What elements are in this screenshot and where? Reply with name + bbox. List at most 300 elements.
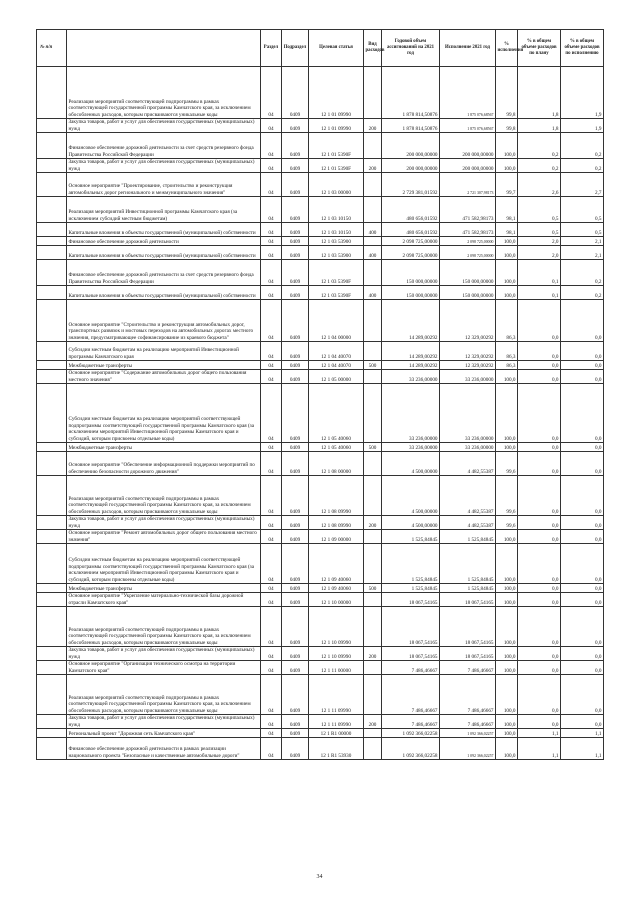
- row-name-cell: Финансовое обеспечение дорожной деятельности за счет средств резервного фонда Правительства Российской Федерации: [67, 260, 261, 286]
- row-share-exec-cell: 0,0: [561, 384, 604, 443]
- row-share-exec-cell: 0,2: [561, 133, 604, 159]
- row-name-cell: Основное мероприятие "Проектирование, строительство и реконструкция автомобильных дорог регионального и межмуниципального значения": [67, 173, 261, 197]
- row-subsection-cell: 0409: [282, 647, 309, 661]
- row-executed-cell: 12 329,00292: [440, 300, 496, 342]
- row-num-cell: [37, 133, 67, 159]
- row-expense-type-cell: 400: [364, 246, 382, 260]
- table-row: [37, 443, 604, 452]
- row-name-cell: Закупка товаров, работ и услуг для обеспечения государственных (муниципальных) нужд: [67, 119, 261, 133]
- row-section-cell: 04: [261, 361, 282, 370]
- row-target-cell: 12 1 11 09990: [309, 715, 364, 729]
- row-share-plan-cell: 0,0: [518, 476, 561, 516]
- row-share-exec-cell: 0,0: [561, 584, 604, 593]
- row-section-cell: 04: [261, 584, 282, 593]
- row-share-plan-cell: 0,2: [518, 133, 561, 159]
- row-subsection-cell: 0409: [282, 593, 309, 607]
- row-annual-cell: 1 525,84845: [382, 584, 440, 593]
- row-annual-cell: 4 500,00000: [382, 452, 440, 476]
- row-section-cell: 04: [261, 452, 282, 476]
- row-subsection-cell: 0409: [282, 607, 309, 647]
- row-share-exec-cell: 0,0: [561, 530, 604, 544]
- table-header-row: [37, 30, 604, 67]
- row-target-cell: 12 1 10 09990: [309, 607, 364, 647]
- table-row: [37, 516, 604, 530]
- header-share-plan: % в общем объеме расходов по плану: [518, 30, 561, 67]
- row-share-exec-cell: 0,0: [561, 370, 604, 384]
- row-num-cell: [37, 675, 67, 715]
- table-row: [37, 133, 604, 159]
- row-target-cell: 12 1 01 09990: [309, 67, 364, 119]
- row-target-cell: 12 1 R1 53930: [309, 738, 364, 760]
- row-expense-type-cell: [364, 544, 382, 584]
- header-executed: Исполнение 2021 год: [440, 30, 496, 67]
- row-name-cell: Финансовое обеспечение дорожной деятельности за счет средств резервного фонда Правительства Российской Федерации: [67, 133, 261, 159]
- row-executed-cell: 18 067,54165: [440, 647, 496, 661]
- row-name-cell: Капитальные вложения в объекты государственной (муниципальной) собственности: [67, 223, 261, 237]
- row-share-exec-cell: 0,0: [561, 593, 604, 607]
- row-num-cell: [37, 159, 67, 173]
- row-name-cell: Закупка товаров, работ и услуг для обеспечения государственных (муниципальных) нужд: [67, 715, 261, 729]
- row-share-plan-cell: 0,0: [518, 300, 561, 342]
- row-share-plan-cell: 0,0: [518, 443, 561, 452]
- row-share-plan-cell: 0,0: [518, 530, 561, 544]
- row-num-cell: [37, 223, 67, 237]
- row-target-cell: 12 1 03 53900: [309, 246, 364, 260]
- row-name-cell: Капитальные вложения в объекты государственной (муниципальной) собственности: [67, 246, 261, 260]
- row-target-cell: 12 1 10 09990: [309, 647, 364, 661]
- row-executed-cell: 1 525,84845: [440, 530, 496, 544]
- row-subsection-cell: 0409: [282, 370, 309, 384]
- table-row: [37, 452, 604, 476]
- header-num: № п/п: [37, 30, 67, 67]
- row-executed-cell: 33 236,00000: [440, 443, 496, 452]
- row-section-cell: 04: [261, 661, 282, 675]
- row-executed-cell: 200 000,00000: [440, 133, 496, 159]
- row-num-cell: [37, 246, 67, 260]
- row-expense-type-cell: [364, 197, 382, 223]
- row-expense-type-cell: 400: [364, 286, 382, 300]
- row-share-exec-cell: 0,0: [561, 675, 604, 715]
- row-section-cell: 04: [261, 119, 282, 133]
- row-name-cell: Субсидии местным бюджетам на реализацию мероприятий соответствующей подпрограммы соответствующей государственной программы Камчатского края (за исключением мероприятий Инвестиционной программы Камчатского края и субсидий, которым присвоены отдельные коды): [67, 544, 261, 584]
- table-row: [37, 246, 604, 260]
- row-share-plan-cell: 1,8: [518, 67, 561, 119]
- table-row: [37, 119, 604, 133]
- row-executed-cell: 2 098 725,00000: [440, 237, 496, 246]
- row-share-plan-cell: 1,8: [518, 119, 561, 133]
- row-share-exec-cell: 0,0: [561, 647, 604, 661]
- row-expense-type-cell: 400: [364, 223, 382, 237]
- row-expense-type-cell: [364, 476, 382, 516]
- row-section-cell: 04: [261, 237, 282, 246]
- row-subsection-cell: 0409: [282, 300, 309, 342]
- row-annual-cell: 150 000,00000: [382, 286, 440, 300]
- budget-table: [36, 29, 604, 760]
- row-annual-cell: 18 067,54165: [382, 607, 440, 647]
- row-share-exec-cell: 0,0: [561, 452, 604, 476]
- row-expense-type-cell: [364, 300, 382, 342]
- row-section-cell: 04: [261, 159, 282, 173]
- row-share-plan-cell: 0,0: [518, 452, 561, 476]
- row-num-cell: [37, 530, 67, 544]
- row-section-cell: 04: [261, 544, 282, 584]
- row-pct-cell: 100,0: [496, 286, 518, 300]
- row-subsection-cell: 0409: [282, 452, 309, 476]
- row-section-cell: 04: [261, 260, 282, 286]
- row-expense-type-cell: [364, 67, 382, 119]
- row-pct-cell: 98,1: [496, 197, 518, 223]
- row-section-cell: 04: [261, 173, 282, 197]
- table-row: [37, 544, 604, 584]
- table-row: [37, 715, 604, 729]
- row-section-cell: 04: [261, 370, 282, 384]
- row-expense-type-cell: 500: [364, 584, 382, 593]
- row-annual-cell: 7 486,46667: [382, 715, 440, 729]
- row-executed-cell: 1 092 366,02257: [440, 729, 496, 738]
- row-subsection-cell: 0409: [282, 516, 309, 530]
- row-executed-cell: 18 067,54165: [440, 607, 496, 647]
- row-executed-cell: 4 482,55387: [440, 452, 496, 476]
- row-target-cell: 12 1 08 00000: [309, 452, 364, 476]
- row-subsection-cell: 0409: [282, 443, 309, 452]
- table-row: [37, 197, 604, 223]
- row-pct-cell: 99,6: [496, 516, 518, 530]
- row-executed-cell: 1 525,84845: [440, 584, 496, 593]
- row-target-cell: 12 1 04 40070: [309, 342, 364, 361]
- row-section-cell: 04: [261, 300, 282, 342]
- row-pct-cell: 99,6: [496, 476, 518, 516]
- row-annual-cell: 2 098 725,00000: [382, 237, 440, 246]
- row-pct-cell: 100,0: [496, 133, 518, 159]
- row-pct-cell: 100,0: [496, 738, 518, 760]
- table-row: [37, 476, 604, 516]
- row-num-cell: [37, 661, 67, 675]
- table-row: [37, 342, 604, 361]
- row-num-cell: [37, 237, 67, 246]
- row-name-cell: Субсидии местным бюджетам на реализацию мероприятий соответствующей подпрограммы соответствующей государственной программы Камчатского края (за исключением мероприятий Инвестиционной программы Камчатского края и субсидий, которым присвоены отдельные коды): [67, 384, 261, 443]
- row-num-cell: [37, 361, 67, 370]
- row-section-cell: 04: [261, 530, 282, 544]
- row-share-exec-cell: 0,0: [561, 476, 604, 516]
- row-num-cell: [37, 443, 67, 452]
- row-subsection-cell: 0409: [282, 729, 309, 738]
- row-name-cell: Межбюджетные трансферты: [67, 361, 261, 370]
- row-target-cell: 12 1 04 40070: [309, 361, 364, 370]
- row-executed-cell: 12 329,00292: [440, 342, 496, 361]
- row-expense-type-cell: [364, 237, 382, 246]
- row-section-cell: 04: [261, 729, 282, 738]
- row-section-cell: 04: [261, 675, 282, 715]
- row-num-cell: [37, 173, 67, 197]
- row-num-cell: [37, 300, 67, 342]
- row-section-cell: 04: [261, 715, 282, 729]
- row-subsection-cell: 0409: [282, 286, 309, 300]
- row-annual-cell: 7 486,46667: [382, 661, 440, 675]
- row-expense-type-cell: [364, 260, 382, 286]
- row-share-plan-cell: 0,0: [518, 675, 561, 715]
- row-pct-cell: 100,0: [496, 159, 518, 173]
- row-share-exec-cell: 0,0: [561, 443, 604, 452]
- table-row: [37, 159, 604, 173]
- row-target-cell: 12 1 05 40060: [309, 443, 364, 452]
- table-row: [37, 223, 604, 237]
- row-share-plan-cell: 0,0: [518, 544, 561, 584]
- row-subsection-cell: 0409: [282, 197, 309, 223]
- row-share-exec-cell: 0,0: [561, 361, 604, 370]
- row-executed-cell: 33 236,00000: [440, 384, 496, 443]
- row-share-exec-cell: 0,2: [561, 286, 604, 300]
- row-share-plan-cell: 0,0: [518, 593, 561, 607]
- row-target-cell: 12 1 11 09990: [309, 675, 364, 715]
- row-name-cell: Межбюджетные трансферты: [67, 443, 261, 452]
- row-pct-cell: 100,0: [496, 443, 518, 452]
- row-executed-cell: 18 067,54165: [440, 593, 496, 607]
- row-name-cell: Финансовое обеспечение дорожной деятельности в рамках реализации национального проекта "Безопасные и качественные автомобильные дороги": [67, 738, 261, 760]
- row-num-cell: [37, 544, 67, 584]
- row-section-cell: 04: [261, 607, 282, 647]
- row-subsection-cell: 0409: [282, 384, 309, 443]
- row-num-cell: [37, 370, 67, 384]
- row-target-cell: 12 1 11 00000: [309, 661, 364, 675]
- row-executed-cell: 471 582,98173: [440, 223, 496, 237]
- row-pct-cell: 99,6: [496, 452, 518, 476]
- row-name-cell: Закупка товаров, работ и услуг для обеспечения государственных (муниципальных) нужд: [67, 159, 261, 173]
- row-target-cell: 12 1 01 5390F: [309, 133, 364, 159]
- row-annual-cell: 1 092 366,02258: [382, 729, 440, 738]
- row-num-cell: [37, 286, 67, 300]
- row-pct-cell: 100,0: [496, 607, 518, 647]
- row-num-cell: [37, 476, 67, 516]
- row-subsection-cell: 0409: [282, 133, 309, 159]
- row-name-cell: Реализация мероприятий Инвестиционной программы Камчатского края (за исключением субсидий местным бюджетам): [67, 197, 261, 223]
- row-pct-cell: 100,0: [496, 237, 518, 246]
- row-annual-cell: 150 000,00000: [382, 260, 440, 286]
- row-name-cell: Реализация мероприятий соответствующей подпрограммы в рамках соответствующей государственной программы Камчатского края, за исключением обособленных расходов, которым присваиваются уникальные коды: [67, 675, 261, 715]
- row-subsection-cell: 0409: [282, 223, 309, 237]
- row-target-cell: 12 1 03 10150: [309, 197, 364, 223]
- row-section-cell: 04: [261, 647, 282, 661]
- row-annual-cell: 4 500,00000: [382, 476, 440, 516]
- row-pct-cell: 98,1: [496, 223, 518, 237]
- row-share-plan-cell: 0,0: [518, 370, 561, 384]
- row-pct-cell: 100,0: [496, 370, 518, 384]
- row-target-cell: 12 1 03 5390F: [309, 286, 364, 300]
- row-pct-cell: 100,0: [496, 675, 518, 715]
- row-executed-cell: 1 875 076,68567: [440, 119, 496, 133]
- row-pct-cell: 86,3: [496, 300, 518, 342]
- table-row: [37, 300, 604, 342]
- row-name-cell: Реализация мероприятий соответствующей подпрограммы в рамках соответствующей государственной программы Камчатского края, за исключением обособленных расходов, которым присваиваются уникальные коды: [67, 67, 261, 119]
- row-share-plan-cell: 0,1: [518, 286, 561, 300]
- row-executed-cell: 7 486,46667: [440, 661, 496, 675]
- header-name: [67, 30, 261, 67]
- row-pct-cell: 100,0: [496, 584, 518, 593]
- row-executed-cell: 150 000,00000: [440, 286, 496, 300]
- row-target-cell: 12 1 03 5390F: [309, 260, 364, 286]
- row-annual-cell: 480 656,01592: [382, 223, 440, 237]
- row-share-exec-cell: 0,2: [561, 159, 604, 173]
- table-row: [37, 173, 604, 197]
- table-row: [37, 675, 604, 715]
- row-subsection-cell: 0409: [282, 544, 309, 584]
- row-annual-cell: 14 289,00292: [382, 342, 440, 361]
- row-num-cell: [37, 452, 67, 476]
- row-pct-cell: 100,0: [496, 384, 518, 443]
- row-annual-cell: 7 486,46667: [382, 675, 440, 715]
- row-pct-cell: 99,8: [496, 67, 518, 119]
- row-share-plan-cell: 0,0: [518, 607, 561, 647]
- header-subsection: Подраздел: [282, 30, 309, 67]
- row-expense-type-cell: 200: [364, 516, 382, 530]
- row-target-cell: 12 1 05 00000: [309, 370, 364, 384]
- row-pct-cell: 99,8: [496, 119, 518, 133]
- row-expense-type-cell: 500: [364, 361, 382, 370]
- row-target-cell: 12 1 03 53900: [309, 237, 364, 246]
- row-expense-type-cell: [364, 593, 382, 607]
- row-expense-type-cell: [364, 607, 382, 647]
- row-target-cell: 12 1 05 40060: [309, 384, 364, 443]
- row-num-cell: [37, 67, 67, 119]
- row-expense-type-cell: 200: [364, 647, 382, 661]
- row-executed-cell: 200 000,00000: [440, 159, 496, 173]
- row-annual-cell: 1 092 366,02258: [382, 738, 440, 760]
- row-pct-cell: 99,7: [496, 173, 518, 197]
- row-name-cell: Основное мероприятие "Ремонт автомобильных дорог общего пользования местного значения": [67, 530, 261, 544]
- row-annual-cell: 1 878 814,50876: [382, 119, 440, 133]
- row-section-cell: 04: [261, 342, 282, 361]
- table-row: [37, 738, 604, 760]
- row-name-cell: Реализация мероприятий соответствующей подпрограммы в рамках соответствующей государственной программы Камчатского края, за исключением обособленных расходов, которым присваиваются уникальные коды: [67, 476, 261, 516]
- row-section-cell: 04: [261, 67, 282, 119]
- row-subsection-cell: 0409: [282, 342, 309, 361]
- row-subsection-cell: 0409: [282, 173, 309, 197]
- row-share-plan-cell: 0,0: [518, 715, 561, 729]
- row-name-cell: Межбюджетные трансферты: [67, 584, 261, 593]
- row-subsection-cell: 0409: [282, 715, 309, 729]
- row-annual-cell: 480 656,01592: [382, 197, 440, 223]
- row-num-cell: [37, 260, 67, 286]
- row-section-cell: 04: [261, 384, 282, 443]
- row-subsection-cell: 0409: [282, 67, 309, 119]
- row-subsection-cell: 0409: [282, 738, 309, 760]
- table-row: [37, 260, 604, 286]
- row-subsection-cell: 0409: [282, 260, 309, 286]
- header-share-exec: % в общем объеме расходов по исполнению: [561, 30, 604, 67]
- row-name-cell: Закупка товаров, работ и услуг для обеспечения государственных (муниципальных) нужд: [67, 516, 261, 530]
- table-row: [37, 67, 604, 119]
- header-pct: % исполнения: [496, 30, 518, 67]
- row-annual-cell: 18 067,54165: [382, 593, 440, 607]
- row-subsection-cell: 0409: [282, 246, 309, 260]
- row-share-exec-cell: 0,0: [561, 516, 604, 530]
- row-num-cell: [37, 119, 67, 133]
- row-pct-cell: 100,0: [496, 729, 518, 738]
- row-target-cell: 12 1 03 00000: [309, 173, 364, 197]
- row-share-exec-cell: 0,0: [561, 300, 604, 342]
- row-section-cell: 04: [261, 223, 282, 237]
- row-section-cell: 04: [261, 516, 282, 530]
- row-subsection-cell: 0409: [282, 237, 309, 246]
- row-subsection-cell: 0409: [282, 584, 309, 593]
- row-num-cell: [37, 342, 67, 361]
- row-target-cell: 12 1 01 5390F: [309, 159, 364, 173]
- table-row: [37, 370, 604, 384]
- row-name-cell: Основное мероприятие "Организация технического осмотра на территории Камчатского края": [67, 661, 261, 675]
- header-expense-type: Вид расходов: [364, 30, 382, 67]
- row-expense-type-cell: [364, 342, 382, 361]
- row-annual-cell: 1 525,84845: [382, 544, 440, 584]
- row-name-cell: Основное мероприятие "Обеспечение информационной поддержки мероприятий по обеспечению безопасности дорожного движения": [67, 452, 261, 476]
- row-share-plan-cell: 0,0: [518, 342, 561, 361]
- row-subsection-cell: 0409: [282, 476, 309, 516]
- row-pct-cell: 100,0: [496, 647, 518, 661]
- row-share-exec-cell: 2,7: [561, 173, 604, 197]
- row-share-plan-cell: 0,0: [518, 361, 561, 370]
- row-executed-cell: 4 482,55387: [440, 516, 496, 530]
- row-share-exec-cell: 1,9: [561, 67, 604, 119]
- row-target-cell: 12 1 09 00000: [309, 530, 364, 544]
- row-share-exec-cell: 1,1: [561, 729, 604, 738]
- row-share-exec-cell: 0,0: [561, 544, 604, 584]
- table-row: [37, 729, 604, 738]
- row-expense-type-cell: 200: [364, 119, 382, 133]
- row-expense-type-cell: 200: [364, 159, 382, 173]
- table-row: [37, 647, 604, 661]
- row-share-plan-cell: 0,0: [518, 584, 561, 593]
- row-executed-cell: 12 329,00292: [440, 361, 496, 370]
- row-section-cell: 04: [261, 476, 282, 516]
- row-target-cell: 12 1 08 09990: [309, 476, 364, 516]
- row-share-plan-cell: 0,5: [518, 197, 561, 223]
- row-num-cell: [37, 516, 67, 530]
- row-name-cell: Основное мероприятие "Строительство и реконструкция автомобильных дорог, транспортных развязок и мостовых переходов на автомобильных дорогах местного значения, предусматривающее софинансирование из краевого бюджета": [67, 300, 261, 342]
- row-executed-cell: 1 525,84845: [440, 544, 496, 584]
- table-row: [37, 661, 604, 675]
- header-section: Раздел: [261, 30, 282, 67]
- row-share-plan-cell: 2,6: [518, 173, 561, 197]
- row-share-exec-cell: 2,1: [561, 246, 604, 260]
- row-pct-cell: 86,3: [496, 361, 518, 370]
- row-share-exec-cell: 1,9: [561, 119, 604, 133]
- row-share-plan-cell: 0,0: [518, 384, 561, 443]
- row-expense-type-cell: [364, 133, 382, 159]
- row-share-plan-cell: 2,0: [518, 246, 561, 260]
- row-target-cell: 12 1 03 10150: [309, 223, 364, 237]
- row-target-cell: 12 1 R1 00000: [309, 729, 364, 738]
- row-subsection-cell: 0409: [282, 661, 309, 675]
- row-executed-cell: 7 486,46667: [440, 675, 496, 715]
- row-subsection-cell: 0409: [282, 675, 309, 715]
- row-num-cell: [37, 384, 67, 443]
- row-annual-cell: 1 878 814,50876: [382, 67, 440, 119]
- row-pct-cell: 100,0: [496, 593, 518, 607]
- row-subsection-cell: 0409: [282, 159, 309, 173]
- row-pct-cell: 100,0: [496, 544, 518, 584]
- row-name-cell: Основное мероприятие "Содержание автомобильных дорог общего пользования местного значения": [67, 370, 261, 384]
- row-share-exec-cell: 0,0: [561, 342, 604, 361]
- row-section-cell: 04: [261, 286, 282, 300]
- row-executed-cell: 471 582,98173: [440, 197, 496, 223]
- row-subsection-cell: 0409: [282, 119, 309, 133]
- row-subsection-cell: 0409: [282, 530, 309, 544]
- row-pct-cell: 100,0: [496, 246, 518, 260]
- row-share-exec-cell: 0,0: [561, 607, 604, 647]
- row-name-cell: Капитальные вложения в объекты государственной (муниципальной) собственности: [67, 286, 261, 300]
- row-annual-cell: 14 289,00292: [382, 300, 440, 342]
- row-name-cell: Закупка товаров, работ и услуг для обеспечения государственных (муниципальных) нужд: [67, 647, 261, 661]
- row-executed-cell: 33 236,00000: [440, 370, 496, 384]
- row-annual-cell: 1 525,84845: [382, 530, 440, 544]
